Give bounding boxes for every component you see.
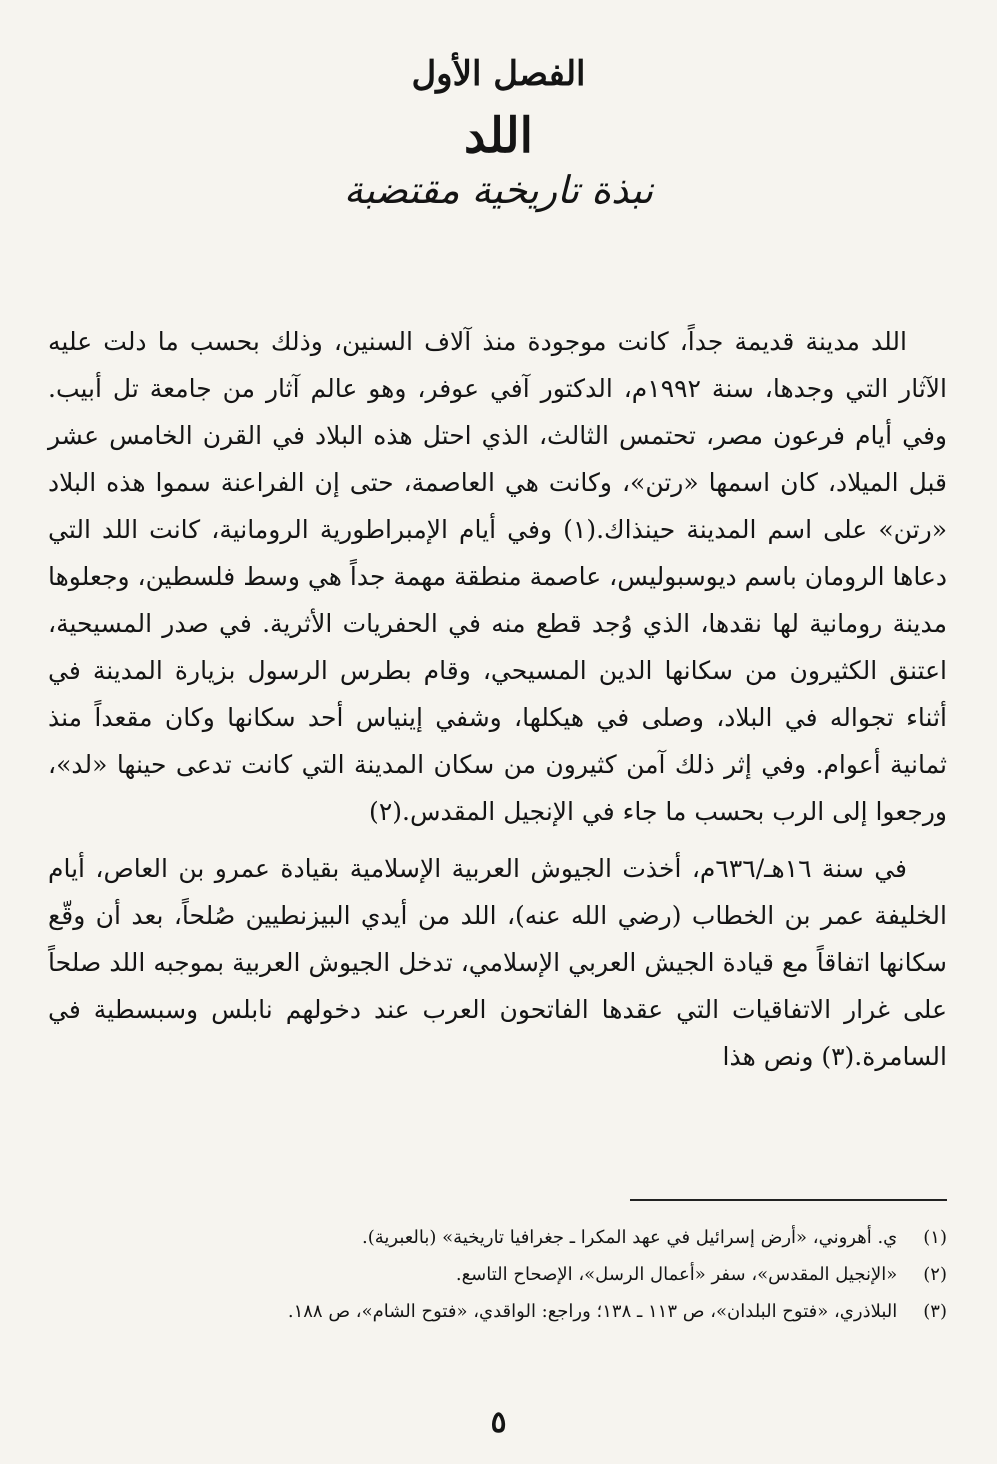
page-number: ٥: [490, 1405, 507, 1440]
body-text: [48, 318, 947, 1080]
page-title: اللد: [463, 108, 534, 164]
footnote-number: (٣): [923, 1301, 947, 1322]
page-subtitle: نبذة تاريخية مقتضبة: [343, 168, 654, 212]
paragraph-2: في سنة ١٦هـ/٦٣٦م، أخذت الجيوش العربية الإسلامية بقيادة عمرو بن العاص، أيام الخليفة عمر بن الخطاب (رضي الله عنه)، اللد من أيدي البيزنطيين صُلحاً، بعد أن وقّع سكانها اتفاقاً مع قيادة الجيش العربي الإسلامي، تدخل الجيوش العربية بموجبه اللد صلحاً على غرار الاتفاقيات التي عقدها الفاتحون العرب عند دخولهم نابلس وسبسطية في السامرة.(٣) ونص هذا: [48, 854, 947, 1071]
footnote-1: [48, 1219, 947, 1256]
paragraph-1: اللد مدينة قديمة جداً، كانت موجودة منذ آلاف السنين، وذلك بحسب ما دلت عليه الآثار التي وجدها، سنة ١٩٩٢م، الدكتور آفي عوفر، وهو عالم آثار من جامعة تل أبيب. وفي أيام فرعون مصر، تحتمس الثالث، الذي احتل هذه البلاد في القرن الخامس عشر قبل الميلاد، كان اسمها «رتن»، وكانت هي العاصمة، حتى إن الفراعنة سموا هذه البلاد «رتن» على اسم المدينة حينذاك.(١) وفي أيام الإمبراطورية الرومانية، كانت اللد التي دعاها الرومان باسم ديوسبوليس، عاصمة منطقة مهمة جداً هي وسط فلسطين، وجعلوها مدينة رومانية لها نقدها، الذي وُجد قطع منه في الحفريات الأثرية. في صدر المسيحية، اعتنق الكثيرون من سكانها الدين المسيحي، وقام بطرس الرسول بزيارة المدينة في أثناء تجواله في البلاد، وصلى في هيكلها، وشفي إينياس أحد سكانها وكان مقعداً منذ ثمانية أعوام. وفي إثر ذلك آمن كثيرون من سكان المدينة التي كانت تدعى حينها «لد»، ورجعوا إلى الرب بحسب ما جاء في الإنجيل المقدس.(٢): [48, 327, 947, 826]
footnote-divider: [630, 1199, 947, 1201]
footnote-number: (٢): [923, 1264, 947, 1285]
footnote-number: (١): [923, 1227, 947, 1248]
footnote-text: البلاذري، «فتوح البلدان»، ص ١١٣ ـ ١٣٨؛ وراجع: الواقدي، «فتوح الشام»، ص ١٨٨.: [287, 1301, 898, 1322]
chapter-heading: الفصل الأول: [411, 54, 586, 94]
footnote-2: [48, 1256, 947, 1293]
footnotes: [48, 1219, 947, 1330]
footnote-text: «الإنجيل المقدس»، سفر «أعمال الرسل»، الإصحاح التاسع.: [455, 1264, 898, 1285]
footnote-3: [48, 1293, 947, 1330]
footnote-text: ي. أهروني، «أرض إسرائيل في عهد المكرا ـ جغرافيا تاريخية» (بالعبرية).: [361, 1227, 898, 1248]
